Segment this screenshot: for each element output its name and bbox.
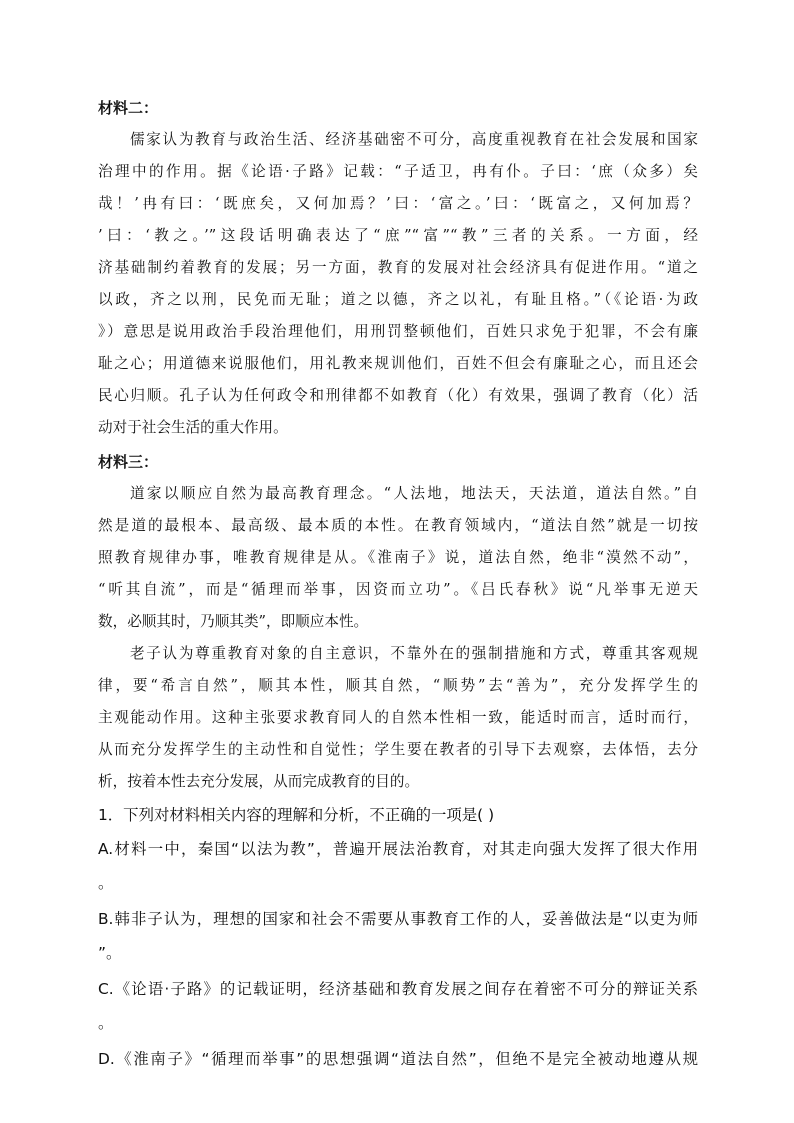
option-b: B.韩非子认为，理想的国家和社会不需要从事教育工作的人，妥善做法是“以吏为师 [98,910,698,928]
material-2-line: 治理中的作用。据《论语·子路》记载：“子适卫，冉有仆。子曰：‘庶（众多）矣 [98,163,698,180]
option-a-continuation: 。 [98,874,114,892]
material-3-line: 然是道的最根本、最高级、最本质的本性。在教育领域内，“道法自然”就是一切按 [98,517,698,534]
option-c-continuation: 。 [98,1014,114,1032]
material-3-line: 数，必顺其时，乃顺其类”，即顺应本性。 [98,613,369,630]
material-2-line: 》）意思是说用政治手段治理他们，用刑罚整顿他们，百姓只求免于犯罪，不会有廉 [98,323,698,340]
material-2-heading: 材料二： [98,99,159,117]
material-3-line: 照教育规律办事，唯教育规律是从。《淮南子》说，道法自然，绝非“漠然不动”， [98,549,698,566]
material-3-line: 主观能动作用。这种主张要求教育同人的自然本性相一致，能适时而言，适时而行， [98,709,698,726]
material-2-line: 儒家认为教育与政治生活、经济基础密不可分，高度重视教育在社会发展和国家 [130,131,698,148]
material-3-line: 从而充分发挥学生的主动性和自觉性；学生要在教者的引导下去观察，去体悟，去分 [98,741,698,758]
option-b-continuation: ”。 [98,944,122,962]
material-3-heading: 材料三： [98,453,159,471]
option-c: C.《论语·子路》的记载证明，经济基础和教育发展之间存在着密不可分的辩证关系 [98,980,698,998]
material-2-line: 动对于社会生活的重大作用。 [98,419,288,436]
material-3-line: 道家以顺应自然为最高教育理念。“人法地，地法天，天法道，道法自然。”自 [130,485,698,502]
material-3-line: 析，按着本性去充分发展，从而完成教育的目的。 [98,773,420,790]
material-2-line: ’曰：‘教之。’”这段话明确表达了“庶”“富”“教”三者的关系。一方面，经 [98,227,698,244]
material-3-line: 律，要“希言自然”，顺其本性，顺其自然，“顺势”去“善为”，充分发挥学生的 [98,677,698,694]
option-a: A.材料一中，秦国“以法为教”，普遍开展法治教育，对其走向强大发挥了很大作用 [98,840,698,858]
material-2-line: 以政，齐之以刑，民免而无耻；道之以德，齐之以礼，有耻且格。”（《论语·为政 [98,291,698,308]
question-stem: 1．下列对材料相关内容的理解和分析，不正确的一项是( ) [98,806,495,824]
material-2-line: 耻之心；用道德来说服他们，用礼教来规训他们，百姓不但会有廉耻之心，而且还会 [98,355,698,372]
option-d: D.《淮南子》“循理而举事”的思想强调“道法自然”，但绝不是完全被动地遵从规 [98,1050,698,1068]
material-3-line: “听其自流”，而是“循理而举事，因资而立功”。《吕氏春秋》说“凡举事无逆天 [98,581,698,598]
material-2-line: 民心归顺。孔子认为任何政令和刑律都不如教育（化）有效果，强调了教育（化）活 [98,387,698,404]
material-2-line: 济基础制约着教育的发展；另一方面，教育的发展对社会经济具有促进作用。“道之 [98,259,698,276]
material-3-line: 老子认为尊重教育对象的自主意识，不靠外在的强制措施和方式，尊重其客观规 [130,645,698,662]
material-2-line: 哉！’冉有曰：‘既庶矣，又何加焉？’曰：‘富之。’曰：‘既富之，又何加焉？ [98,195,698,212]
